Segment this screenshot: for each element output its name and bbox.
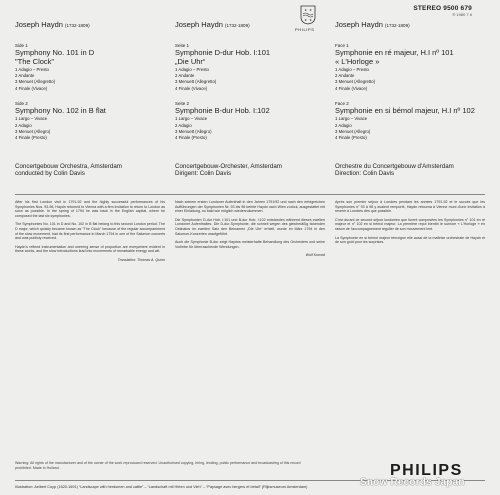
- stereo-catalog: STEREO 9500 679: [413, 5, 472, 12]
- paragraph: Haydn's refined instrumentation and unerring sense of proportion are everywhere evident in these works, and the slow introductions lead into movements of remarkable energy and wit.: [15, 244, 165, 254]
- movement: 3 Menuet (Allegro): [15, 128, 51, 134]
- movement: 2 Adagio: [175, 122, 192, 128]
- movement: 1 Largo – Vivace: [335, 116, 368, 122]
- logo-wordmark: PHILIPS: [295, 27, 315, 32]
- movement: 4 Finale (Presto): [15, 134, 47, 140]
- work-title: Symphony No. 102 in B flat: [15, 105, 106, 115]
- performers-german: [175, 163, 325, 177]
- svg-text:★: ★: [304, 18, 307, 22]
- movement: 4 Finale (Vivace): [175, 85, 208, 91]
- svg-text:★: ★: [304, 8, 307, 12]
- composer: Joseph Haydn (1732-1809): [15, 20, 90, 29]
- side-2-label: Face 2: [335, 100, 349, 106]
- movement: 2 Adagio: [15, 122, 32, 128]
- copyright-warning: Warning: All rights of the manufacturer and of the owner of the work reproduced reserved. Unauthorised copying, hiring, lending, public performance and broadcasting of this record prohibited. Made in Holland.: [15, 461, 301, 470]
- movement: 1 Adagio – Presto: [335, 67, 369, 72]
- paragraph: The Symphonies No. 101 in D and No. 102 in B flat belong to this second London period. The D major, which quickly became known as "The Clock" because of the regular accompaniment of the slow movement, had its first performance in March 1794 in one of the Salomon concerts and was publicly received.: [15, 222, 165, 241]
- paragraph: Auch die Symphonie B-dur zeigt Haydns meisterhafte Behandlung des Orchesters und seine Vorliebe für überraschende Wendungen.: [175, 240, 325, 249]
- side-2-label: Seite 2: [175, 100, 190, 106]
- author-credit: Wulf Konold: [305, 253, 325, 258]
- liner-notes-french: [335, 200, 485, 249]
- performers-english: [15, 163, 165, 177]
- work-title: Symphonie en si bémol majeur, H.I nº 102: [335, 105, 475, 115]
- conductor: Direction: Colin Davis: [335, 170, 395, 178]
- paragraph: Die Symphonien D-dur Hob. I:101 und B-dur Hob. I:102 entstanden während dieses zweiten Londoner Aufenthaltes. Die D-dur-Symphonie, die schnell wegen des gleichmäßig tickenden Ostinatos im zweiten Satz den Beinamen „Die Uhr“ erhielt, wurde im März 1794 in den Salomon-Konzerten uraufgeführt.: [175, 217, 325, 236]
- movement: 2 Andante: [15, 73, 35, 79]
- orchestra: Concertgebouw Orchestra, Amsterdam: [15, 163, 122, 170]
- tracklist-french: [335, 20, 485, 140]
- illustration-credit: Illustration: Aelbert Cuyp (1620-1691) “Landscape with herdsmen and cattle” – “Landschaft mit Hirten und Vieh” – “Paysage avec bergers et bétail” (Rijksmuseum Amsterdam): [15, 485, 308, 489]
- movement: 1 Adagio – Presto: [15, 67, 49, 72]
- liner-notes-english: [15, 200, 165, 267]
- movement: 4 Finale (Presto): [175, 134, 207, 140]
- movement: 4 Finale (Vivace): [335, 85, 368, 91]
- phonogram-code: ℗ 1980 7 6: [452, 12, 472, 17]
- svg-text:★: ★: [309, 18, 312, 22]
- side-1-label: Face 1: [335, 43, 349, 48]
- work-title: Symphony No. 101 in D: [15, 48, 95, 57]
- work-title: Symphonie en ré majeur, H.I nº 101: [335, 48, 454, 57]
- paragraph: La Symphonie en si bémol majeur témoigne elle aussi de la maîtrise orchestrale de Haydn et de son goût pour les surprises.: [335, 235, 485, 245]
- work-nickname: « L'Horloge »: [335, 56, 380, 66]
- movement: 3 Menuett (Allegro): [175, 128, 212, 134]
- movement: 3 Menuett (Allegretto): [175, 79, 217, 85]
- composer: Joseph Haydn (1732-1809): [335, 20, 410, 29]
- movement: 4 Finale (Presto): [335, 134, 367, 140]
- movement: 3 Menuet (Allegretto): [15, 79, 56, 85]
- conductor: conducted by Colin Davis: [15, 170, 85, 178]
- paragraph: C'est durant ce second séjour londonien que furent composées les Symphonies n° 101 en ré majeur et n° 102 en si bémol majeur. La première reçut bientôt le surnom « L'Horloge » en raison de l'accompagnement régulier de son mouvement lent.: [335, 217, 485, 231]
- movement: 3 Menuet (Allegro): [335, 128, 371, 134]
- paragraph: After his first London visit in 1791-92 and the highly successful performances of his Symphonies Nos. 93-98, Haydn returned to Vienna with a firm invitation to return to London as soon as possible. In the spring of 1794 he was back in the English capital, where he composed the last six symphonies.: [15, 200, 165, 218]
- orchestra: Concertgebouw-Orchester, Amsterdam: [175, 163, 282, 170]
- liner-notes-german: [175, 200, 325, 262]
- work-nickname: „Die Uhr“: [175, 56, 206, 66]
- side-1-label: Side 1: [15, 43, 28, 48]
- movement: 2 Adagio: [335, 122, 352, 128]
- movement: 1 Adagio – Presto: [175, 67, 209, 72]
- movement: 1 Largo – Vivace: [15, 116, 48, 122]
- work-title: Symphonie B-dur Hob. I:102: [175, 105, 270, 115]
- orchestra: Orchestre du Concertgebouw d'Amsterdam: [335, 163, 454, 170]
- movement: 2 Andante: [335, 73, 355, 79]
- watermark: Snow Records Japan: [360, 477, 465, 488]
- movement: 1 Largo – Vivace: [175, 116, 208, 122]
- translator-credit: Translation: Thomas A. Quinn: [117, 257, 165, 262]
- composer: Joseph Haydn (1732-1809): [175, 20, 250, 29]
- movement: 2 Andante: [175, 73, 195, 79]
- side-1-label: Seite 1: [175, 43, 190, 48]
- side-2-label: Side 2: [15, 100, 28, 106]
- tracklist-english: [15, 20, 165, 140]
- paragraph: Nach seinem ersten Londoner Aufenthalt in den Jahren 1791/92 und nach den erfolgreichen Aufführungen der Symphonien Nr. 93 bis 98 kehrte Haydn nach Wien zurück, ausgestattet mit einer Einladung, so bald wie möglich wiederzukommen.: [175, 200, 325, 214]
- work-title: Symphonie D-dur Hob. I:101: [175, 48, 271, 57]
- tracklist-german: [175, 20, 325, 140]
- performers-french: [335, 163, 485, 177]
- conductor: Dirigent: Colin Davis: [175, 170, 232, 178]
- brand-wordmark: PHILIPS: [390, 462, 463, 479]
- movement: 3 Menuet (Allegretto): [335, 79, 376, 85]
- svg-text:★: ★: [309, 8, 312, 12]
- paragraph: Après son premier séjour à Londres pendant les années 1791-92 et le succès que les Symphonies n° 93 à 98 y avaient remporté, Haydn retourna à Vienne muni d'une invitation à revenir à Londres dès que possible.: [335, 200, 485, 214]
- work-nickname: "The Clock": [15, 56, 55, 66]
- divider: [15, 194, 485, 195]
- movement: 4 Finale (Vivace): [15, 85, 48, 91]
